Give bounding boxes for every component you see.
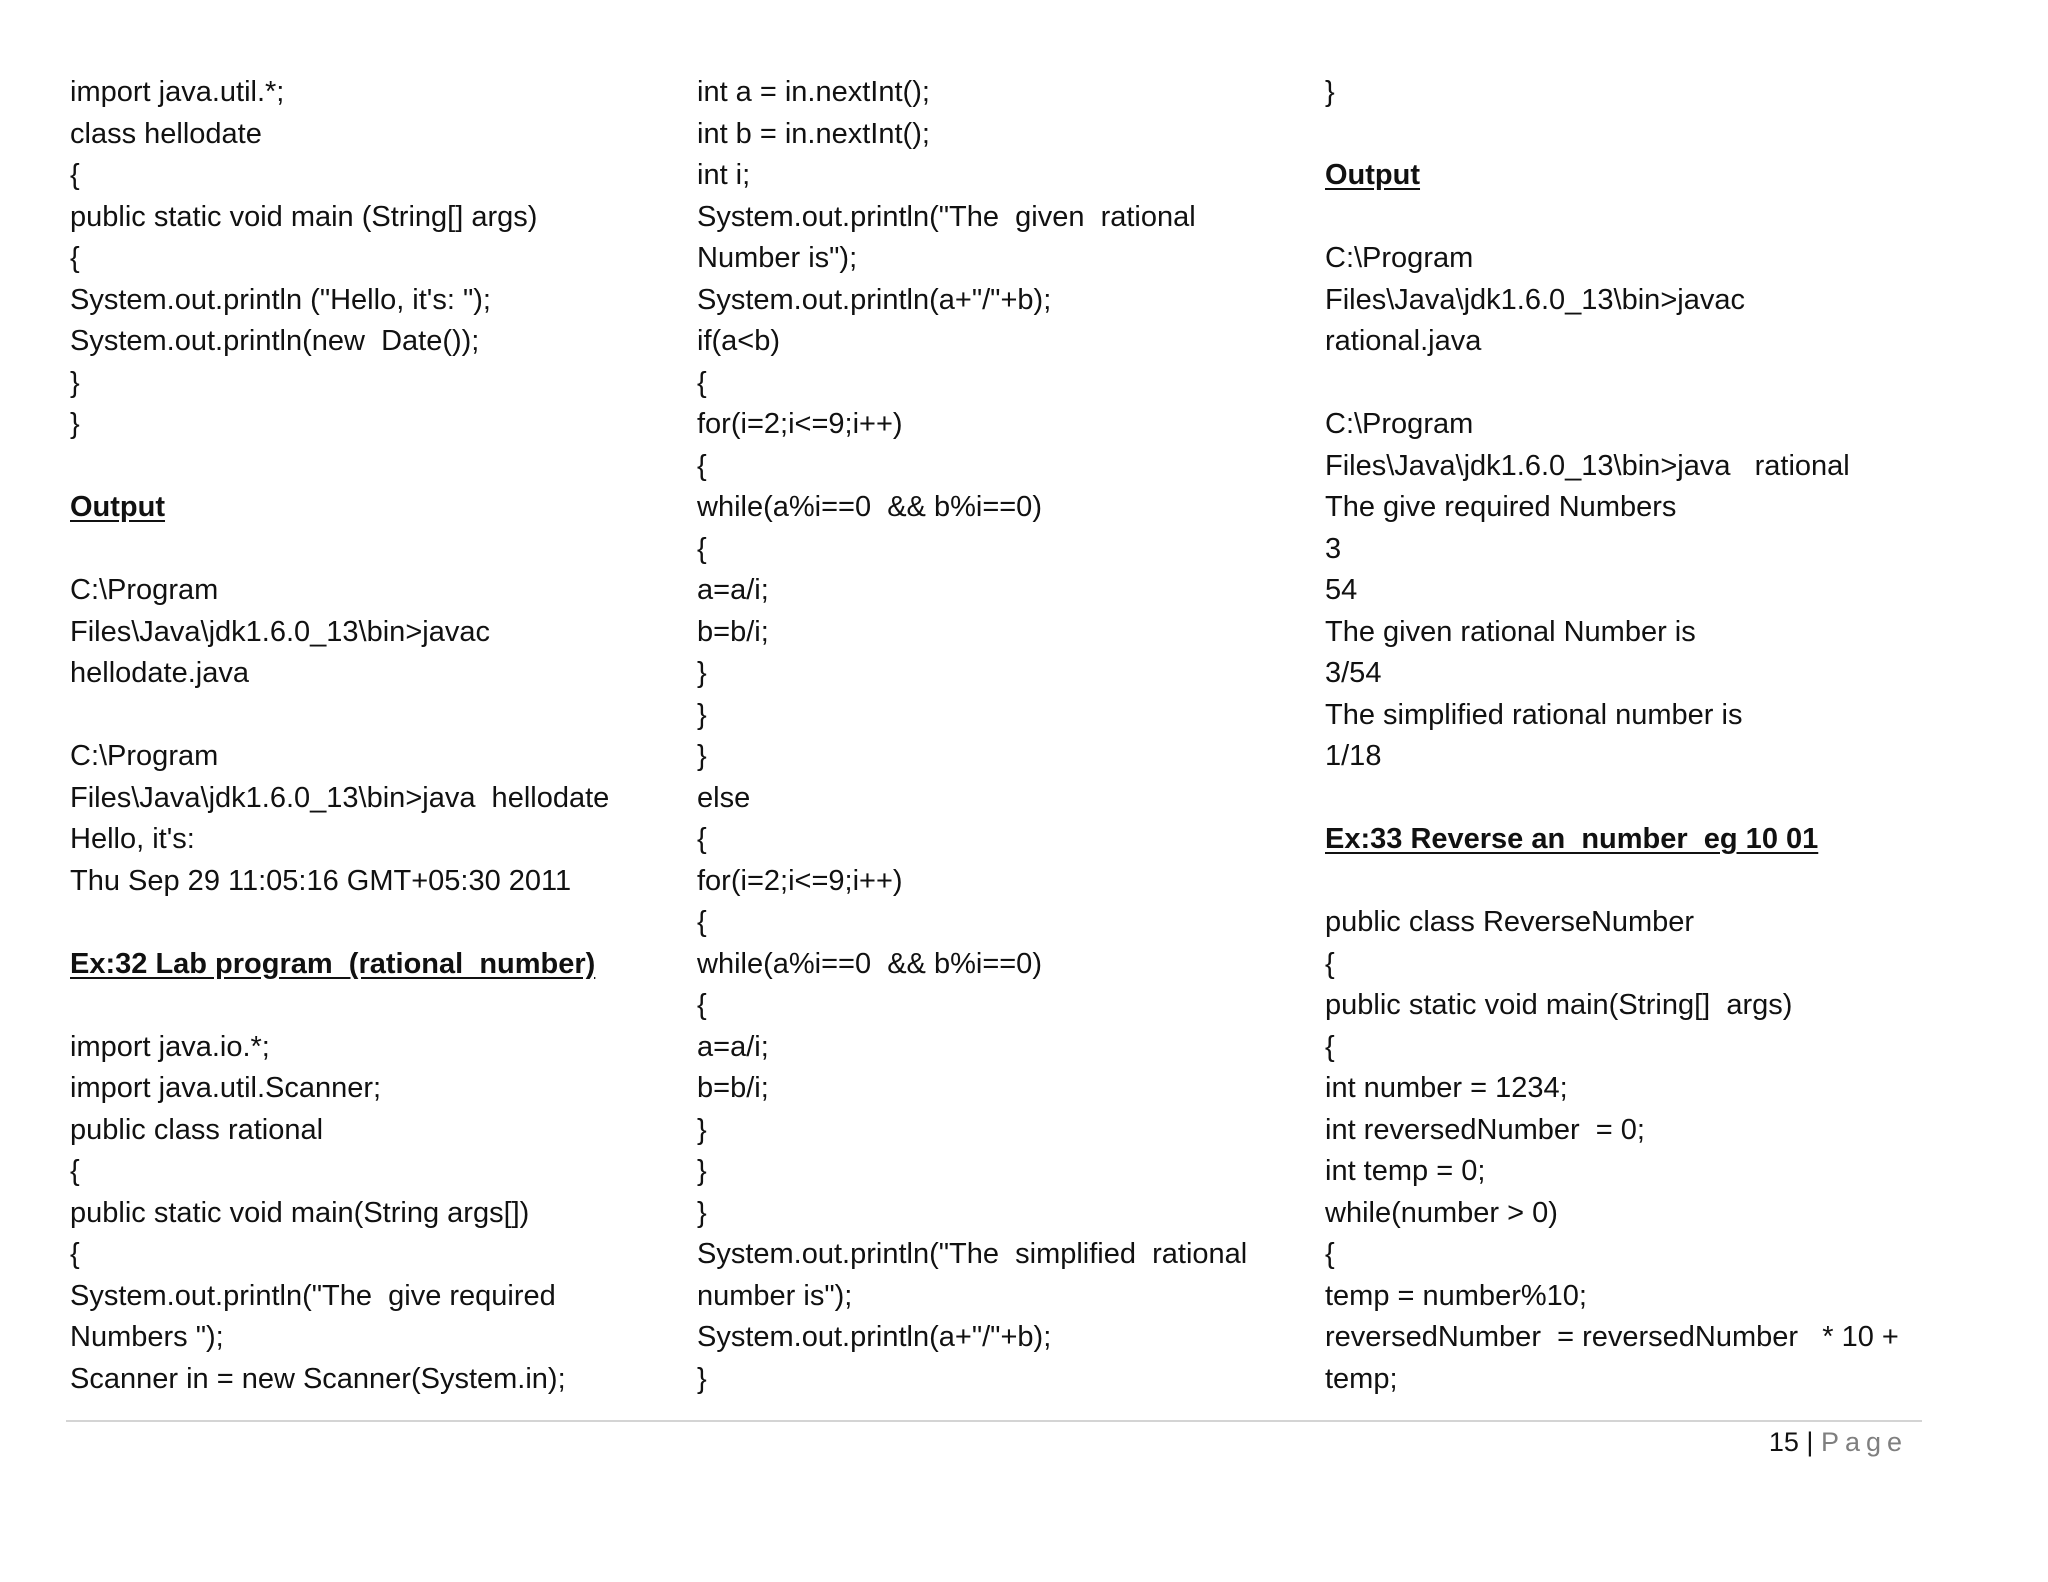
text-line: { xyxy=(697,449,707,482)
text-line: Files\Java\jdk1.6.0_13\bin>java hellodate xyxy=(70,781,610,814)
text-line: Hello, it's: xyxy=(70,823,195,855)
text-line: while(number > 0) xyxy=(1325,1196,1558,1229)
text-line: import java.util.*; xyxy=(70,76,285,108)
text-line: { xyxy=(70,1238,80,1270)
text-line: { xyxy=(1325,947,1335,980)
text-line: int a = in.nextInt(); xyxy=(697,76,930,108)
text-line: { xyxy=(697,366,707,399)
text-line: } xyxy=(697,1155,707,1187)
text-line: Files\Java\jdk1.6.0_13\bin>java rational xyxy=(1325,449,1850,482)
text-column-left xyxy=(70,72,670,1400)
text-line: } xyxy=(70,366,80,399)
text-line: Files\Java\jdk1.6.0_13\bin>javac xyxy=(1325,283,1745,316)
text-line: { xyxy=(697,906,707,938)
blank-line xyxy=(70,529,670,571)
text-line: for(i=2;i<=9;i++) xyxy=(697,408,903,440)
footer-separator: | xyxy=(1798,1427,1821,1457)
text-line: Scanner in = new Scanner(System.in); xyxy=(70,1362,566,1395)
text-line: C:\Program xyxy=(70,740,219,772)
text-line: { xyxy=(697,823,707,855)
text-line: hellodate.java xyxy=(70,657,249,689)
text-line: } xyxy=(697,698,707,731)
text-line: a=a/i; xyxy=(697,1030,769,1063)
text-line: { xyxy=(1325,1030,1335,1063)
page-number: 15 xyxy=(1768,1427,1799,1457)
text-line: { xyxy=(1325,1238,1335,1270)
text-line: } xyxy=(1325,76,1335,108)
page-label: Page xyxy=(1820,1427,1908,1457)
text-line: class hellodate xyxy=(70,117,262,150)
text-line: System.out.println(new Date()); xyxy=(70,325,480,357)
blank-line xyxy=(1325,363,1945,405)
text-line: public static void main (String[] args) xyxy=(70,200,538,233)
section-heading: Output xyxy=(1325,159,1421,191)
blank-line xyxy=(70,446,670,488)
blank-line xyxy=(1325,197,1945,239)
text-line: while(a%i==0 && b%i==0) xyxy=(697,491,1042,523)
blank-line xyxy=(1325,778,1945,820)
text-line: Thu Sep 29 11:05:16 GMT+05:30 2011 xyxy=(70,864,572,897)
text-line: while(a%i==0 && b%i==0) xyxy=(697,947,1042,980)
text-line: { xyxy=(697,989,707,1021)
section-heading: Ex:33 Reverse an number eg 10 01 xyxy=(1325,823,1819,855)
text-line: public class ReverseNumber xyxy=(1325,906,1695,938)
text-line: else xyxy=(697,781,751,814)
text-line: The given rational Number is xyxy=(1325,615,1696,648)
text-line: int b = in.nextInt(); xyxy=(697,117,930,150)
blank-line xyxy=(1325,114,1945,156)
text-line: rational.java xyxy=(1325,325,1482,357)
text-line: } xyxy=(697,740,707,772)
text-line: int i; xyxy=(697,159,751,191)
text-line: int temp = 0; xyxy=(1325,1155,1486,1187)
text-line: import java.io.*; xyxy=(70,1030,270,1063)
text-line: C:\Program xyxy=(1325,408,1474,440)
text-line: System.out.println("The give required xyxy=(70,1279,556,1312)
text-line: System.out.println("The given rational xyxy=(697,200,1196,233)
text-line: } xyxy=(70,408,80,440)
text-column-middle xyxy=(697,72,1297,1400)
text-line: } xyxy=(697,1113,707,1146)
blank-line xyxy=(1325,861,1945,903)
text-line: temp = number%10; xyxy=(1325,1279,1587,1312)
text-line: The give required Numbers xyxy=(1325,491,1677,523)
text-line: 3/54 xyxy=(1325,657,1382,689)
blank-line xyxy=(70,902,670,944)
page-footer xyxy=(1769,1424,1908,1460)
text-line: int reversedNumber = 0; xyxy=(1325,1113,1645,1146)
footer-divider xyxy=(66,1420,1922,1422)
blank-line xyxy=(70,985,670,1027)
text-line: a=a/i; xyxy=(697,574,769,606)
text-line: import java.util.Scanner; xyxy=(70,1072,382,1104)
text-line: public static void main(String args[]) xyxy=(70,1196,530,1229)
text-line: 54 xyxy=(1325,574,1358,606)
text-line: { xyxy=(70,242,80,274)
text-line: int number = 1234; xyxy=(1325,1072,1568,1104)
text-line: } xyxy=(697,1362,707,1395)
text-column-right xyxy=(1325,72,1945,1400)
text-line: Numbers "); xyxy=(70,1321,224,1353)
section-heading: Ex:32 Lab program (rational number) xyxy=(70,947,596,980)
text-line: System.out.println ("Hello, it's: "); xyxy=(70,283,491,316)
section-heading: Output xyxy=(70,491,166,523)
text-line: { xyxy=(70,159,80,191)
text-line: public class rational xyxy=(70,1113,324,1146)
text-line: Files\Java\jdk1.6.0_13\bin>javac xyxy=(70,615,490,648)
text-line: for(i=2;i<=9;i++) xyxy=(697,864,903,897)
text-line: public static void main(String[] args) xyxy=(1325,989,1793,1021)
text-line: System.out.println(a+"/"+b); xyxy=(697,1321,1052,1353)
text-line: System.out.println(a+"/"+b); xyxy=(697,283,1052,316)
text-line: { xyxy=(70,1155,80,1187)
text-line: number is"); xyxy=(697,1279,853,1312)
text-line: C:\Program xyxy=(1325,242,1474,274)
text-line: } xyxy=(697,657,707,689)
text-line: if(a<b) xyxy=(697,325,781,357)
text-line: The simplified rational number is xyxy=(1325,698,1743,731)
text-line: System.out.println("The simplified rational xyxy=(697,1238,1248,1270)
blank-line xyxy=(70,695,670,737)
text-line: } xyxy=(697,1196,707,1229)
text-line: C:\Program xyxy=(70,574,219,606)
text-line: { xyxy=(697,532,707,565)
text-line: b=b/i; xyxy=(697,1072,769,1104)
text-line: temp; xyxy=(1325,1362,1398,1395)
text-line: 1/18 xyxy=(1325,740,1382,772)
text-line: reversedNumber = reversedNumber * 10 + xyxy=(1325,1321,1899,1353)
text-line: b=b/i; xyxy=(697,615,769,648)
text-line: Number is"); xyxy=(697,242,858,274)
text-line: 3 xyxy=(1325,532,1342,565)
